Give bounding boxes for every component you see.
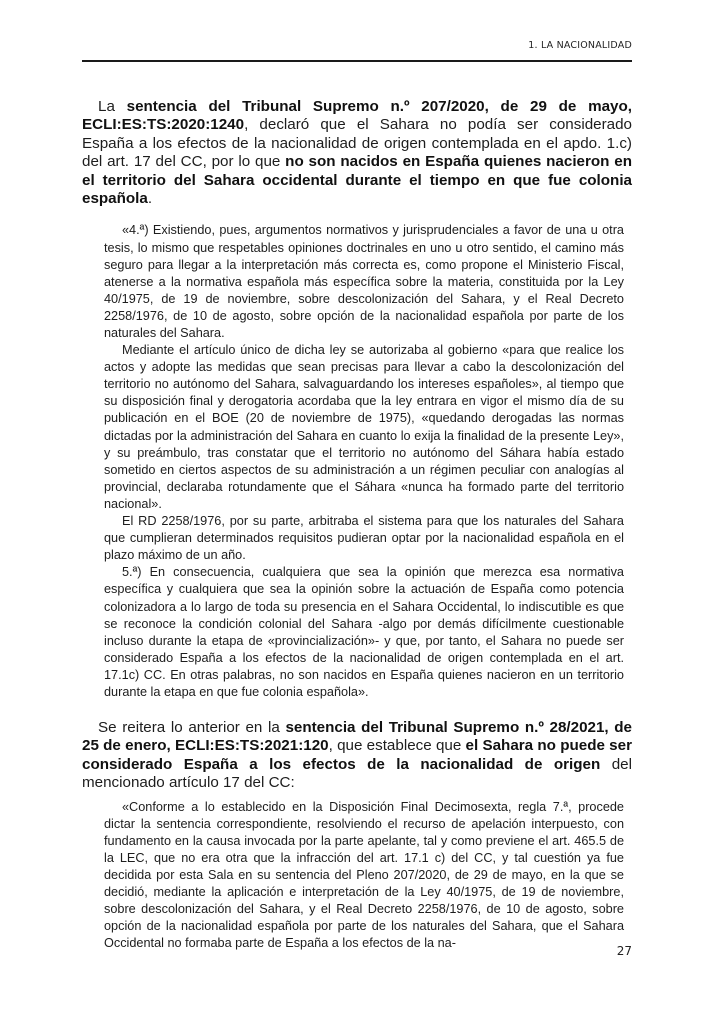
text-run: , declaró que el Sahara no podía ser considerado España a los efectos de la nacionalidad de origen contemplada en el apdo. 1.c) del art. 17 del CC, por lo que [82,116,632,171]
text-run: La [98,98,127,115]
quote-paragraph: «Conforme a lo establecido en la Disposición Final Decimosexta, regla 7.ª, procede dictar la sentencia correspondiente, resolviendo el recurso de apelación interpuesto, con fundamento en la causa invocada por la parte apelante, tal y como previene el art. 465.5 de la LEC, que no era otra que la infracción del art. 17.1 c) del CC, y tal cuestión ya fue decidida por esta Sala en su sentencia del Pleno 207/2020, de 29 de mayo, en la que se decidió, mediante la aplicación e interpretación de la Ley 40/1975, de 19 de noviembre, sobre descolonización del Sahara, y el Real Decreto 2258/1976, de 10 de agosto, sobre opción de la nacionalidad española por parte de los naturales del Sahara, que el Sahara Occidental no formaba parte de España a los efectos de la na- [104,799,624,951]
quote-paragraph: 5.ª) En consecuencia, cualquiera que sea la opinión que merezca esa normativa específica y cualquiera que sea la opinión sobre la actuación de España como potencia colonizadora a lo largo de toda su presencia en el Sahara Occidental, lo indiscutible es que se reconoce la condición colonial del Sahara -algo por demás difícilmente cuestionable incluso durante la etapa de «provincialización»- y que, por tanto, el Sahara no puede ser considerado España a los efectos de la nacionalidad de origen contemplada en el art. 17.1c) CC. En otras palabras, no son nacidos en España quienes nacieron en un territorio durante la etapa en que fue colonia española». [104,565,624,699]
bold-conclusion: el Sahara no puede ser considerado España a los efectos de la nacionalidad de origen [82,737,632,773]
page-number: 27 [616,944,632,958]
bold-conclusion: no son nacidos en España quienes nacieron en el territorio del Sahara occidental durante el tiempo en que fue colonia española [82,153,632,208]
bold-citation: sentencia del Tribunal Supremo n.º 207/2020, de 29 de mayo, ECLI:ES:TS:2020:1240 [82,98,632,134]
text-run: del mencionado artículo 17 del CC: [82,755,632,792]
intro-paragraph-2 [82,719,632,793]
text-run: Se reitera lo anterior en la [98,719,286,737]
header-rule [82,60,632,62]
quote-paragraph: El RD 2258/1976, por su parte, arbitraba el sistema para que los naturales del Sahara que cumplieran determinados requisitos pudieran optar por la nacionalidad española en el plazo máximo de un año. [104,514,624,563]
page-content [82,98,632,953]
block-quote-1 [104,222,624,701]
quote-paragraph: «4.ª) Existiendo, pues, argumentos normativos y jurisprudenciales a favor de una u otra tesis, lo mismo que respetables opiniones doctrinales en uno u otro sentido, el camino más seguro para llegar a la interpretación más correcta es, como propone el Ministerio Fiscal, atenerse a la normativa española más específica sobre la materia, constituida por la Ley 40/1975, de 19 de noviembre, sobre descolonización del Sahara, y el Real Decreto 2258/1976, de 10 de agosto, sobre opción de la nacionalidad española por parte de los naturales del Sahara. [104,223,624,340]
text-run: . [147,190,153,208]
bold-citation: sentencia del Tribunal Supremo n.º 28/2021, de 25 de enero, ECLI:ES:TS:2021:120 [82,719,632,755]
intro-paragraph-1 [82,98,632,208]
running-header: 1. LA NACIONALIDAD [528,40,632,51]
quote-paragraph: Mediante el artículo único de dicha ley se autorizaba al gobierno «para que realice los actos y adopte las medidas que sean precisas para llevar a cabo la descolonización del territorio no autónomo del Sahara, salvaguardando los intereses españoles», al tiempo que su disposición final y derogatoria acordaba que la ley entrara en vigor el mismo día de su publicación en el BOE (20 de noviembre de 1975), «quedando derogadas las normas dictadas por la administración del Sahara en cuanto lo exija la finalidad de la presente Ley», y su preámbulo, tras constatar que el territorio no autónomo del Sáhara había estado sometido en ciertos aspectos de su administración a un régimen peculiar con analogías al provincial, declaraba rotundamente que el Sáhara «nunca ha formado parte del territorio nacional». [104,343,624,511]
block-quote-2 [104,799,624,953]
text-run: , que establece que [328,737,466,755]
